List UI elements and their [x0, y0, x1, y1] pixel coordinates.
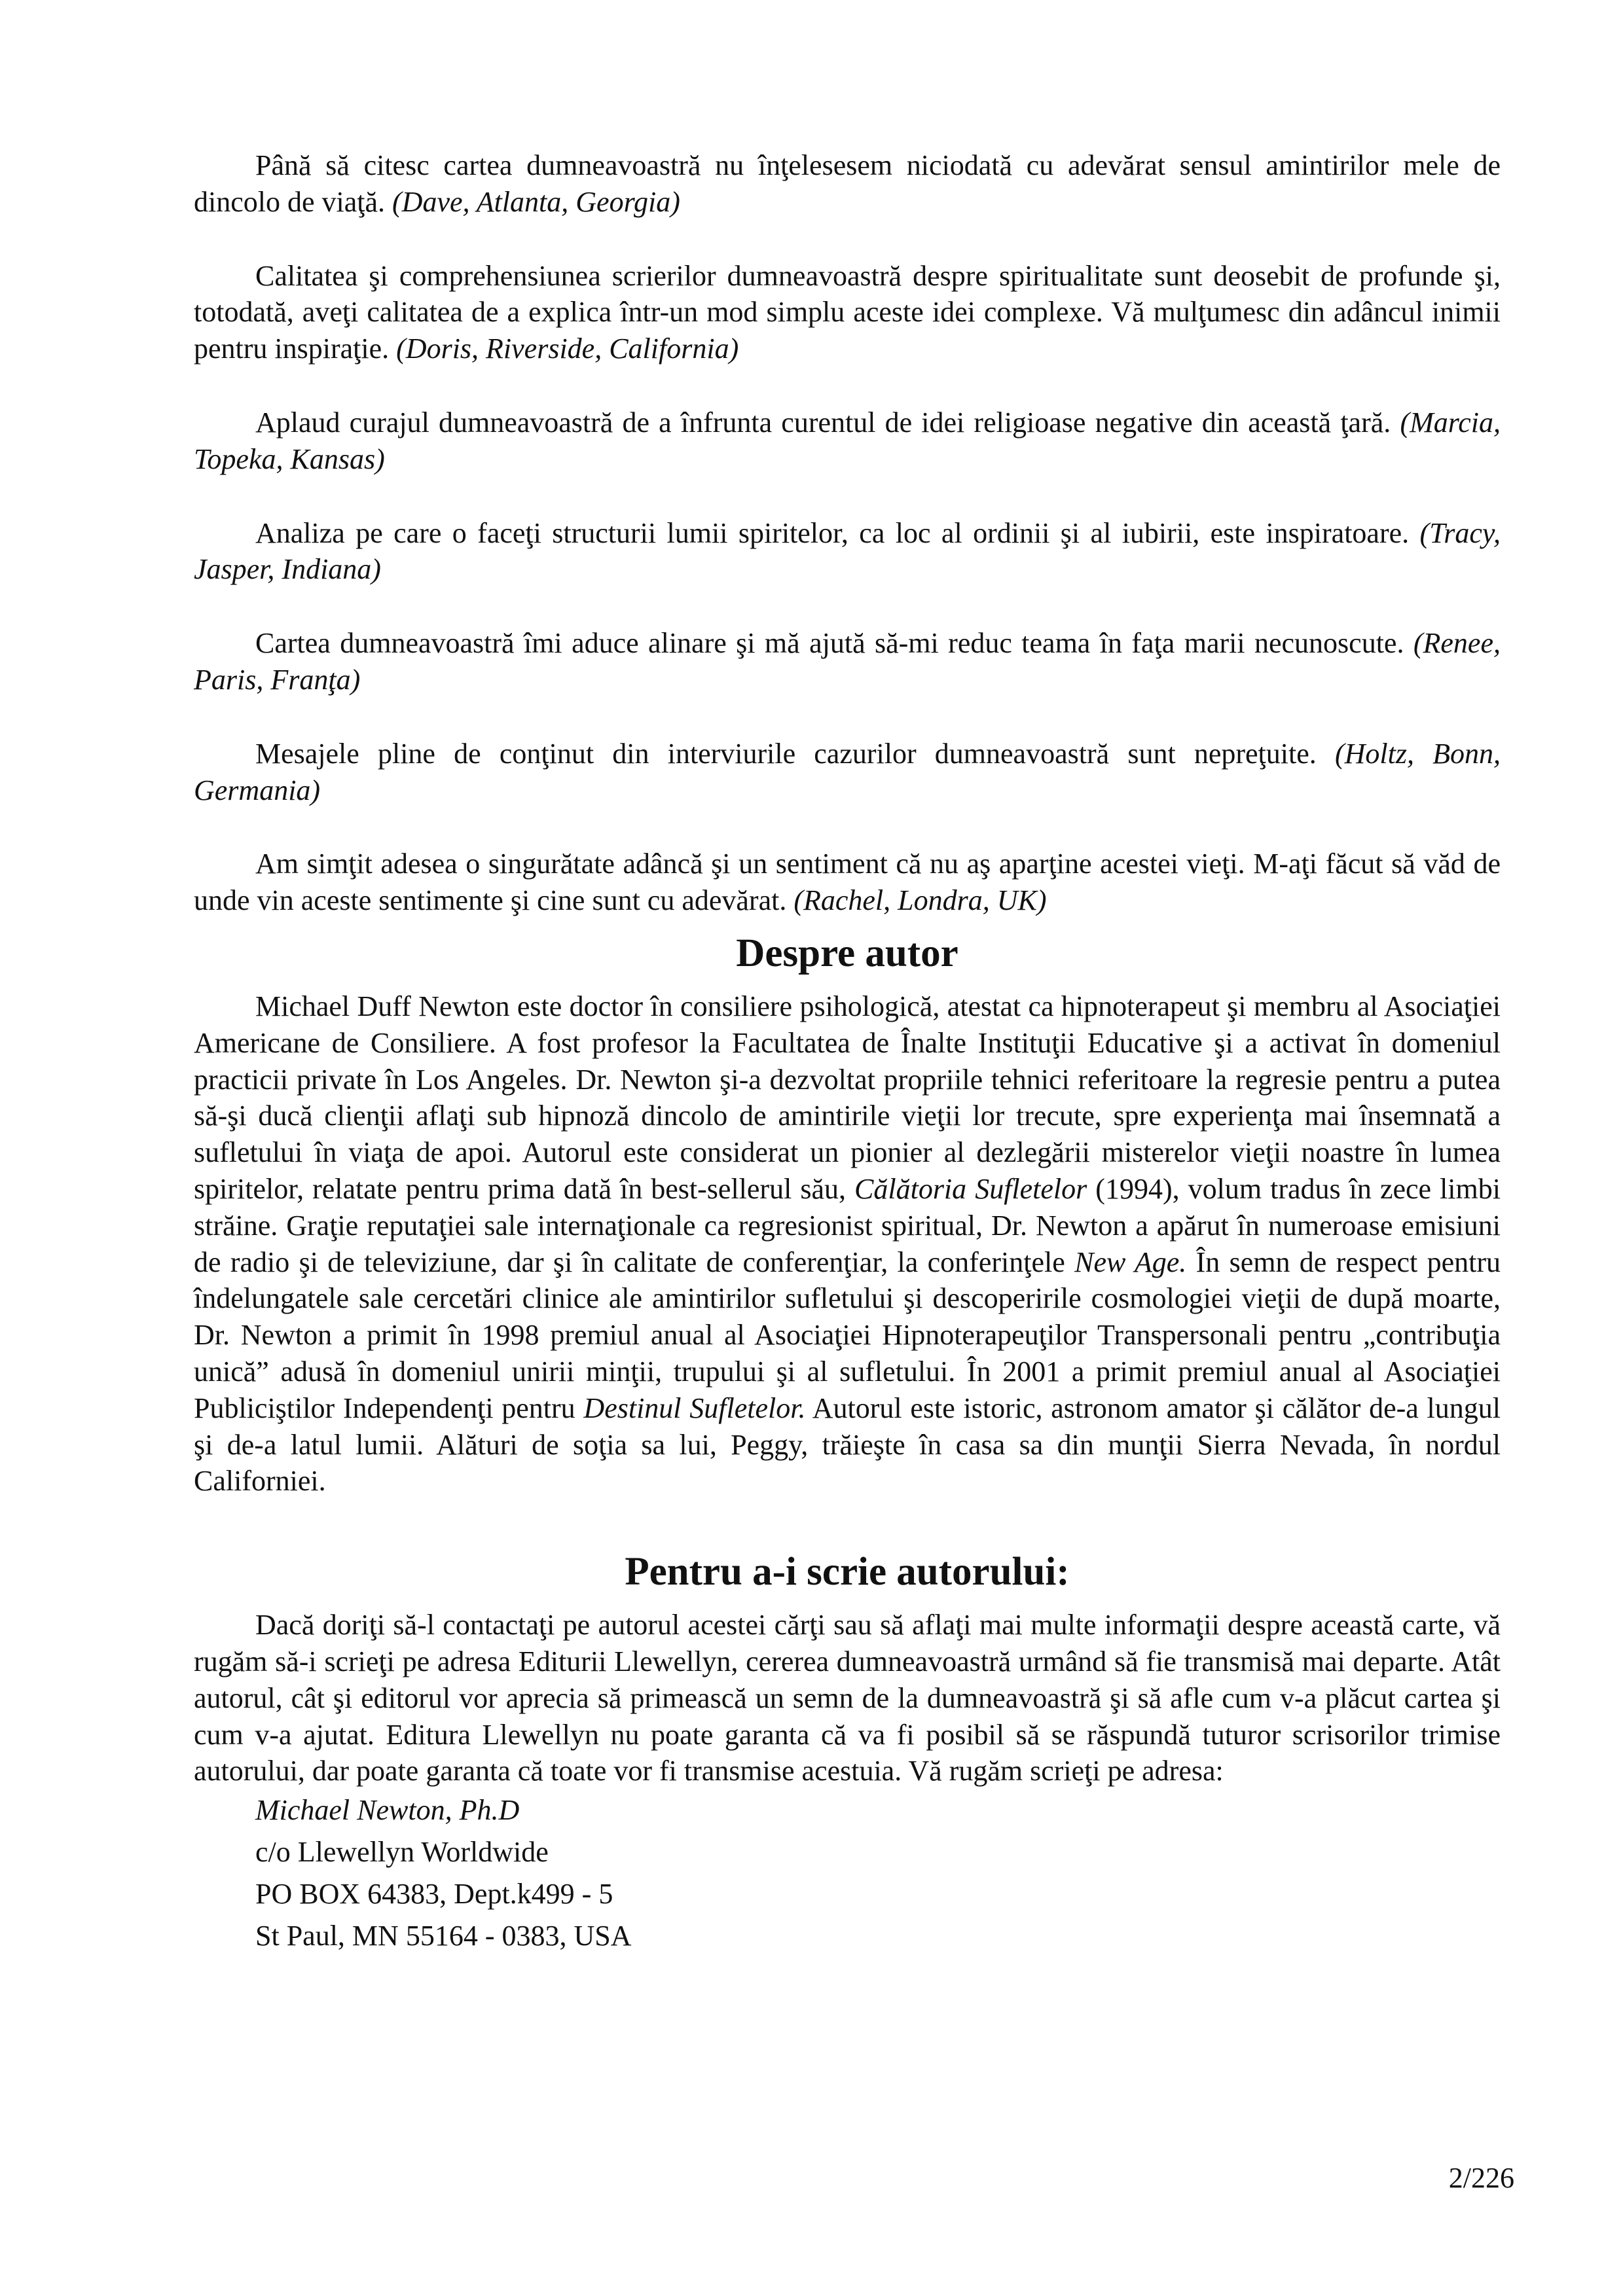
about-text-1: Michael Duff Newton este doctor în consiliere psihologică, atestat ca hipnoterapeut şi membru al Asociaţiei Americane de Consiliere. A fost profesor la Facultatea de Înalte Instituţii Educative şi a activat în domeniul practicii private în Los Angeles. Dr. Newton şi-a dezvoltat propriile tehnici referitoare la regresie pentru a putea să-şi ducă clienţii aflaţi sub hipnoză dincolo de amintirile vieţii lor trecute, spre experienţa mai însemnată a sufletului în viaţa de apoi. Autorul este considerat un pionier al dezlegării misterelor vieţii noastre în lumea spiritelor, relatate pentru prima dată în best-sellerul său, — [194, 990, 1501, 1205]
testimonial-6 — [194, 736, 1501, 809]
contact-paragraph: Dacă doriţi să-l contactaţi pe autorul acestei cărţi sau să aflaţi mai multe informaţii despre această carte, vă rugăm să-i scrieţi pe adresa Editurii Llewellyn, cererea dumneavoastră urmând să fie transmisă mai departe. Atât autorul, cât şi editorul vor aprecia să primească un semn de la dumneavoastră şi să afle cum v-a plăcut cartea şi cum v-a ajutat. Editura Llewellyn nu poate garanta că va fi posibil să se răspundă tuturor scrisorilor trimise autorului, dar poate garanta că toate vor fi transmise acestuia. Vă rugăm scrieţi pe adresa: — [194, 1609, 1501, 1787]
testimonial-text: Analiza pe care o faceţi structurii lumii spiritelor, ca loc al ordinii şi al iubirii, este inspiratoare. — [255, 516, 1420, 549]
testimonial-source: (Holtz, Bonn, Germania) — [194, 737, 1501, 806]
testimonial-source: (Marcia, Topeka, Kansas) — [194, 406, 1501, 475]
testimonial-4 — [194, 515, 1501, 588]
testimonial-source: (Dave, Atlanta, Georgia) — [392, 185, 680, 218]
address-line-2: PO BOX 64383, Dept.k499 - 5 — [255, 1878, 613, 1910]
testimonial-7 — [194, 846, 1501, 919]
book-title-2: Destinul Sufletelor. — [583, 1391, 806, 1424]
testimonial-text: Cartea dumneavoastră îmi aduce alinare şi mă ajută să-mi reduc teama în faţa marii necunoscute. — [255, 627, 1413, 660]
new-age-term: New Age. — [1074, 1246, 1187, 1278]
address-line-1: c/o Llewellyn Worldwide — [255, 1836, 549, 1869]
testimonial-text: Aplaud curajul dumneavoastră de a înfrunta curentul de idei religioase negative din această ţară. — [255, 406, 1400, 439]
testimonial-text: Calitatea şi comprehensiunea scrierilor dumneavoastră despre spiritualitate sunt deosebit de profunde şi, totodată, aveţi calitatea de a explica într-un mod simplu aceste idei complexe. Vă mulţumesc din adâncul inimii pentru inspiraţie. — [194, 259, 1501, 365]
testimonial-3 — [194, 404, 1501, 478]
testimonial-1 — [194, 147, 1501, 221]
testimonial-text: Am simţit adesea o singurătate adâncă şi un sentiment că nu aş aparţine acestei vieţi. M-aţi făcut să văd de unde vin aceste sentimente şi cine sunt cu adevărat. — [194, 848, 1501, 917]
testimonial-text: Mesajele pline de conţinut din interviurile cazurilor dumneavoastră sunt nepreţuite. — [255, 737, 1335, 770]
address-name: Michael Newton, Ph.D — [255, 1794, 520, 1827]
contact-heading: Pentru a-i scrie autorului: — [625, 1550, 1070, 1594]
testimonial-text: Până să citesc cartea dumneavoastră nu înţelesesem niciodată cu adevărat sensul amintirilor mele de dincolo de viaţă. — [194, 149, 1501, 218]
about-text-2: (1994), volum tradus în zece limbi străine. Graţie reputaţiei sale internaţionale ca regresionist spiritual, Dr. Newton a apărut în numeroase emisiuni de radio şi de televiziune, dar şi în calitate de conferenţiar, la conferinţele — [194, 1172, 1501, 1278]
testimonial-source: (Renee, Paris, Franţa) — [194, 627, 1501, 696]
testimonial-5 — [194, 625, 1501, 698]
testimonial-source: (Tracy, Jasper, Indiana) — [194, 516, 1501, 586]
about-paragraph — [194, 988, 1501, 1499]
testimonial-source: (Doris, Riverside, California) — [396, 332, 739, 365]
about-text-4: Autorul este istoric, astronom amator şi călător de-a lungul şi de-a latul lumii. Alături de soţia sa lui, Peggy, trăieşte în casa sa din munţii Sierra Nevada, în nordul Californiei. — [194, 1391, 1501, 1498]
testimonial-source: (Rachel, Londra, UK) — [793, 884, 1047, 917]
about-text-3: În semn de respect pentru îndelungatele sale cercetări clinice ale amintirilor sufletului şi descoperirile cosmologiei vieţii de după moarte, Dr. Newton a primit în 1998 premiul anual al Asociaţiei Hipnoterapeuţilor Transpersonali pentru „contribuţia unică” adusă în domeniul unirii minţii, trupului şi al sufletului. În 2001 a primit premiul anual al Asociaţiei Publiciştilor Independenţi pentru — [194, 1246, 1501, 1424]
address-line-3: St Paul, MN 55164 - 0383, USA — [255, 1920, 632, 1952]
testimonial-2 — [194, 258, 1501, 367]
page-number: 2/226 — [1448, 2162, 1514, 2194]
book-title-1: Călătoria Sufletelor — [854, 1172, 1087, 1205]
about-heading: Despre autor — [736, 931, 958, 975]
page-content — [194, 147, 1501, 1957]
mailing-address — [194, 1789, 1501, 1957]
